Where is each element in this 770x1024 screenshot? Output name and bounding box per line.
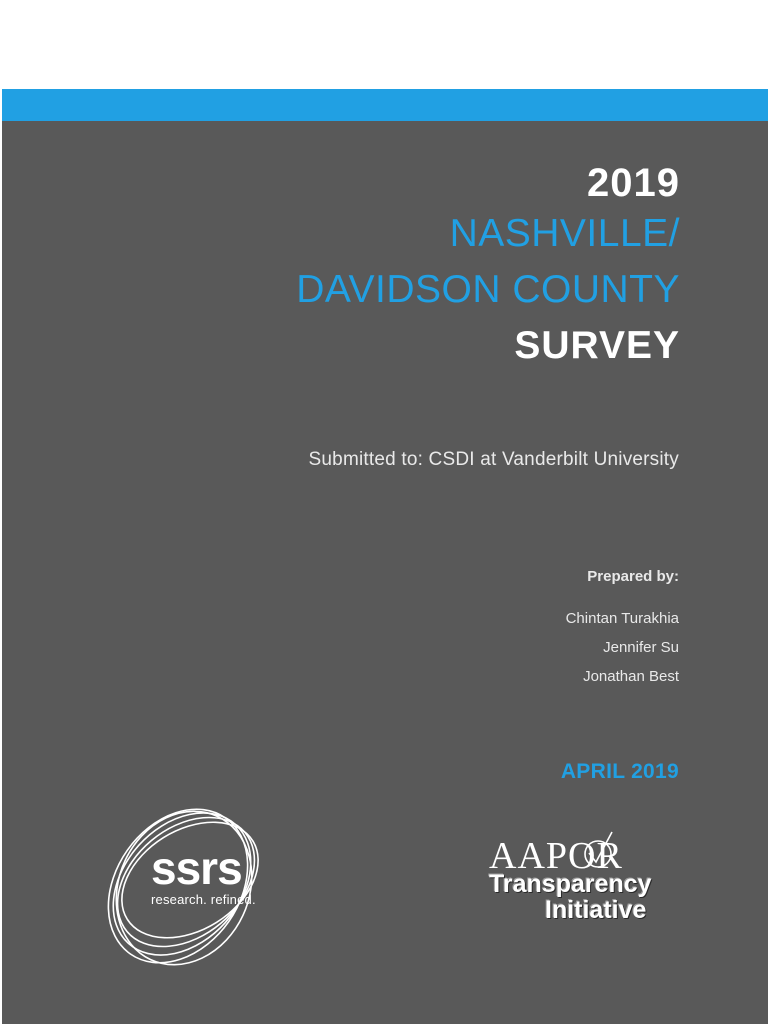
- ssrs-tagline: research. refined.: [151, 892, 256, 907]
- report-title: [296, 160, 680, 374]
- title-line-nashville: NASHVILLE/: [449, 212, 680, 255]
- author-name: Jonathan Best: [583, 668, 679, 685]
- aapor-wordmark: AAPOR: [489, 835, 623, 877]
- submitted-to: Submitted to: CSDI at Vanderbilt University: [308, 449, 679, 470]
- report-date: APRIL 2019: [560, 760, 679, 783]
- author-name: Chintan Turakhia: [565, 610, 679, 627]
- ssrs-wordmark: ssrs: [151, 842, 242, 894]
- prepared-by-label: Prepared by:: [587, 568, 679, 585]
- accent-band: [2, 89, 768, 121]
- prepared-by-block: [566, 568, 679, 691]
- aapor-transparency: Transparency: [489, 870, 652, 898]
- title-line-davidson: DAVIDSON COUNTY: [296, 268, 680, 311]
- title-year: 2019: [587, 161, 680, 205]
- aapor-initiative: Initiative: [545, 896, 647, 924]
- title-line-survey: SURVEY: [514, 324, 680, 367]
- author-name: Jennifer Su: [603, 639, 679, 656]
